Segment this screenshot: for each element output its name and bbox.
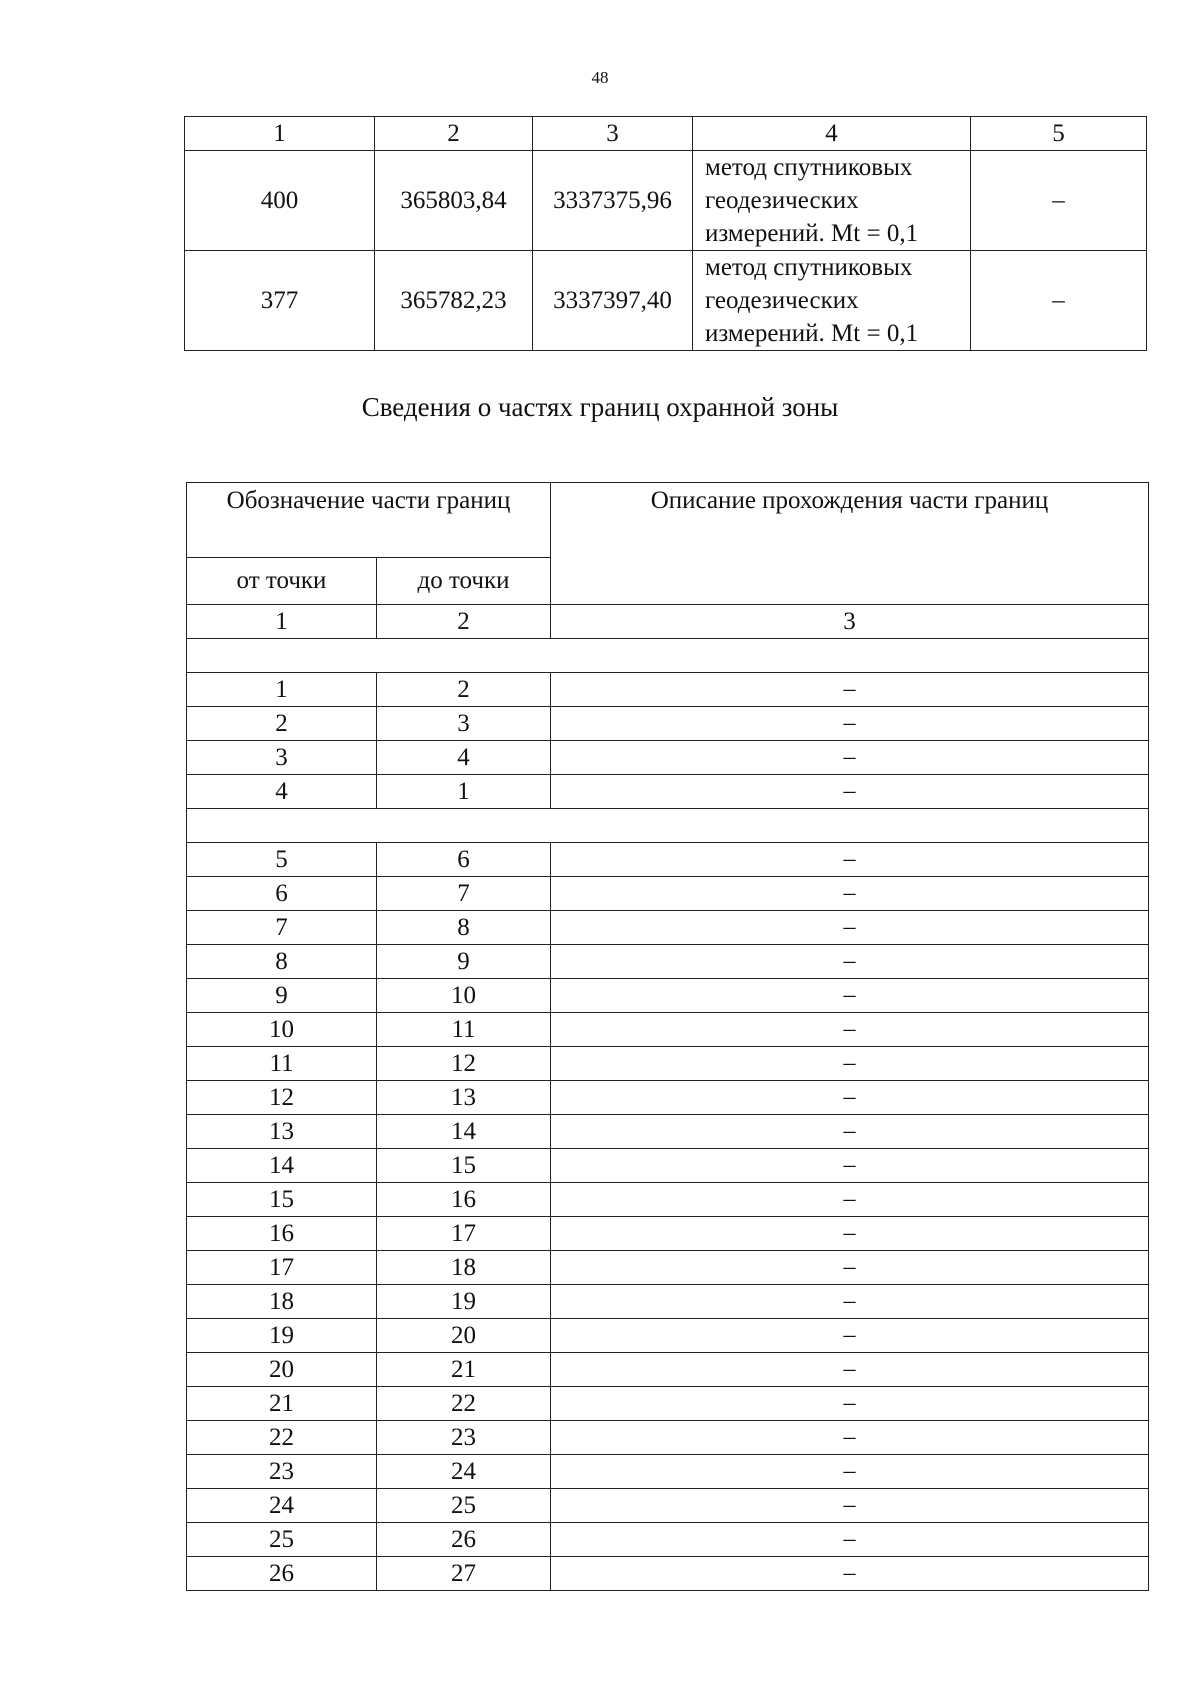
to-point-cell: 19 bbox=[377, 1285, 551, 1319]
description-cell: – bbox=[551, 911, 1149, 945]
description-cell: – bbox=[551, 1047, 1149, 1081]
to-point-cell: 13 bbox=[377, 1081, 551, 1115]
description-cell: – bbox=[551, 1455, 1149, 1489]
from-point-cell: 10 bbox=[187, 1013, 377, 1047]
method-line: геодезических bbox=[705, 187, 859, 214]
to-point-cell: 6 bbox=[377, 843, 551, 877]
section-title: Сведения о частях границ охранной зоны bbox=[361, 392, 839, 422]
point-cell: 377 bbox=[185, 251, 375, 351]
coordinates-header-row bbox=[185, 117, 1147, 151]
to-point-cell: 27 bbox=[377, 1557, 551, 1591]
to-point-cell: 24 bbox=[377, 1455, 551, 1489]
to-point-cell: 26 bbox=[377, 1523, 551, 1557]
description-cell: – bbox=[551, 843, 1149, 877]
table-row bbox=[187, 1455, 1149, 1489]
page-number: 48 bbox=[591, 68, 609, 87]
from-point-header: от точки bbox=[187, 557, 377, 604]
description-cell: – bbox=[551, 1319, 1149, 1353]
table-row bbox=[187, 1149, 1149, 1183]
description-cell: – bbox=[551, 1387, 1149, 1421]
description-cell: – bbox=[551, 741, 1149, 775]
table-row bbox=[187, 1489, 1149, 1523]
table-row bbox=[187, 1285, 1149, 1319]
method-line: измерений. Mt = 0,1 bbox=[705, 320, 919, 347]
table-row bbox=[187, 911, 1149, 945]
col-number-cell: 2 bbox=[375, 117, 533, 151]
to-point-cell: 11 bbox=[377, 1013, 551, 1047]
description-cell: – bbox=[551, 1217, 1149, 1251]
description-header: Описание прохождения части границ bbox=[551, 483, 1149, 605]
to-point-cell: 22 bbox=[377, 1387, 551, 1421]
to-point-cell: 1 bbox=[377, 775, 551, 809]
description-cell: – bbox=[551, 1115, 1149, 1149]
to-point-cell: 16 bbox=[377, 1183, 551, 1217]
from-point-cell: 20 bbox=[187, 1353, 377, 1387]
table-row bbox=[187, 1013, 1149, 1047]
to-point-cell: 12 bbox=[377, 1047, 551, 1081]
method-line: метод спутниковых bbox=[705, 254, 913, 281]
table-row bbox=[185, 251, 1147, 351]
coordinates-table bbox=[184, 116, 1147, 351]
to-point-cell: 21 bbox=[377, 1353, 551, 1387]
description-cell: – bbox=[551, 1557, 1149, 1591]
col-number-cell: 3 bbox=[533, 117, 693, 151]
to-point-cell: 4 bbox=[377, 741, 551, 775]
from-point-cell: 16 bbox=[187, 1217, 377, 1251]
to-point-cell: 10 bbox=[377, 979, 551, 1013]
boundary-parts-table bbox=[186, 482, 1149, 1591]
from-point-cell: 18 bbox=[187, 1285, 377, 1319]
note-cell: – bbox=[971, 251, 1147, 351]
table-row bbox=[187, 979, 1149, 1013]
table-row bbox=[187, 1047, 1149, 1081]
from-point-cell: 23 bbox=[187, 1455, 377, 1489]
x-coordinate-cell: 365782,23 bbox=[375, 251, 533, 351]
description-cell: – bbox=[551, 1081, 1149, 1115]
from-point-cell: 8 bbox=[187, 945, 377, 979]
table-row bbox=[187, 1557, 1149, 1591]
col-number-cell: 5 bbox=[971, 117, 1147, 151]
from-point-cell: 3 bbox=[187, 741, 377, 775]
column-number-row bbox=[187, 605, 1149, 639]
table-row bbox=[187, 1421, 1149, 1455]
from-point-cell: 11 bbox=[187, 1047, 377, 1081]
table-row bbox=[187, 1183, 1149, 1217]
to-point-header: до точки bbox=[377, 557, 551, 604]
to-point-cell: 7 bbox=[377, 877, 551, 911]
col-number-cell: 1 bbox=[185, 117, 375, 151]
description-cell: – bbox=[551, 775, 1149, 809]
description-cell: – bbox=[551, 1353, 1149, 1387]
to-point-cell: 18 bbox=[377, 1251, 551, 1285]
from-point-cell: 25 bbox=[187, 1523, 377, 1557]
col-number-cell: 1 bbox=[187, 605, 377, 639]
description-cell: – bbox=[551, 877, 1149, 911]
table-row bbox=[187, 1081, 1149, 1115]
point-cell: 400 bbox=[185, 151, 375, 251]
description-cell: – bbox=[551, 945, 1149, 979]
table-row bbox=[187, 673, 1149, 707]
from-point-cell: 1 bbox=[187, 673, 377, 707]
method-cell bbox=[693, 151, 971, 251]
note-cell: – bbox=[971, 151, 1147, 251]
table-row bbox=[187, 1115, 1149, 1149]
to-point-cell: 25 bbox=[377, 1489, 551, 1523]
from-point-cell: 9 bbox=[187, 979, 377, 1013]
from-point-cell: 4 bbox=[187, 775, 377, 809]
group-separator-row bbox=[187, 809, 1149, 843]
to-point-cell: 17 bbox=[377, 1217, 551, 1251]
to-point-cell: 2 bbox=[377, 673, 551, 707]
table-row bbox=[187, 1353, 1149, 1387]
from-point-cell: 14 bbox=[187, 1149, 377, 1183]
method-line: измерений. Mt = 0,1 bbox=[705, 220, 919, 247]
from-point-cell: 7 bbox=[187, 911, 377, 945]
from-point-cell: 24 bbox=[187, 1489, 377, 1523]
table-row bbox=[187, 707, 1149, 741]
x-coordinate-cell: 365803,84 bbox=[375, 151, 533, 251]
group-separator-cell bbox=[187, 809, 1149, 843]
table-row bbox=[187, 741, 1149, 775]
col-number-cell: 3 bbox=[551, 605, 1149, 639]
description-cell: – bbox=[551, 1421, 1149, 1455]
table-row bbox=[187, 1217, 1149, 1251]
to-point-cell: 23 bbox=[377, 1421, 551, 1455]
table-row bbox=[187, 877, 1149, 911]
from-point-cell: 12 bbox=[187, 1081, 377, 1115]
table-row bbox=[187, 1523, 1149, 1557]
from-point-cell: 6 bbox=[187, 877, 377, 911]
parts-header-row bbox=[187, 483, 1149, 558]
description-cell: – bbox=[551, 979, 1149, 1013]
description-cell: – bbox=[551, 707, 1149, 741]
description-cell: – bbox=[551, 1183, 1149, 1217]
from-point-cell: 5 bbox=[187, 843, 377, 877]
col-number-cell: 2 bbox=[377, 605, 551, 639]
to-point-cell: 15 bbox=[377, 1149, 551, 1183]
group-separator-cell bbox=[187, 639, 1149, 673]
description-cell: – bbox=[551, 1285, 1149, 1319]
from-point-cell: 17 bbox=[187, 1251, 377, 1285]
table-row bbox=[187, 1387, 1149, 1421]
table-row bbox=[187, 1251, 1149, 1285]
y-coordinate-cell: 3337375,96 bbox=[533, 151, 693, 251]
description-cell: – bbox=[551, 1489, 1149, 1523]
table-row bbox=[187, 1319, 1149, 1353]
designation-header: Обозначение части границ bbox=[187, 483, 551, 558]
from-point-cell: 19 bbox=[187, 1319, 377, 1353]
from-point-cell: 21 bbox=[187, 1387, 377, 1421]
description-cell: – bbox=[551, 673, 1149, 707]
description-cell: – bbox=[551, 1013, 1149, 1047]
method-line: геодезических bbox=[705, 287, 859, 314]
col-number-cell: 4 bbox=[693, 117, 971, 151]
from-point-cell: 2 bbox=[187, 707, 377, 741]
description-cell: – bbox=[551, 1149, 1149, 1183]
from-point-cell: 26 bbox=[187, 1557, 377, 1591]
to-point-cell: 9 bbox=[377, 945, 551, 979]
from-point-cell: 22 bbox=[187, 1421, 377, 1455]
from-point-cell: 15 bbox=[187, 1183, 377, 1217]
to-point-cell: 8 bbox=[377, 911, 551, 945]
method-line: метод спутниковых bbox=[705, 154, 913, 181]
to-point-cell: 3 bbox=[377, 707, 551, 741]
to-point-cell: 20 bbox=[377, 1319, 551, 1353]
table-row bbox=[187, 843, 1149, 877]
to-point-cell: 14 bbox=[377, 1115, 551, 1149]
table-row bbox=[187, 945, 1149, 979]
table-row bbox=[185, 151, 1147, 251]
table-row bbox=[187, 775, 1149, 809]
description-cell: – bbox=[551, 1251, 1149, 1285]
from-point-cell: 13 bbox=[187, 1115, 377, 1149]
y-coordinate-cell: 3337397,40 bbox=[533, 251, 693, 351]
method-cell bbox=[693, 251, 971, 351]
group-separator-row bbox=[187, 639, 1149, 673]
description-cell: – bbox=[551, 1523, 1149, 1557]
